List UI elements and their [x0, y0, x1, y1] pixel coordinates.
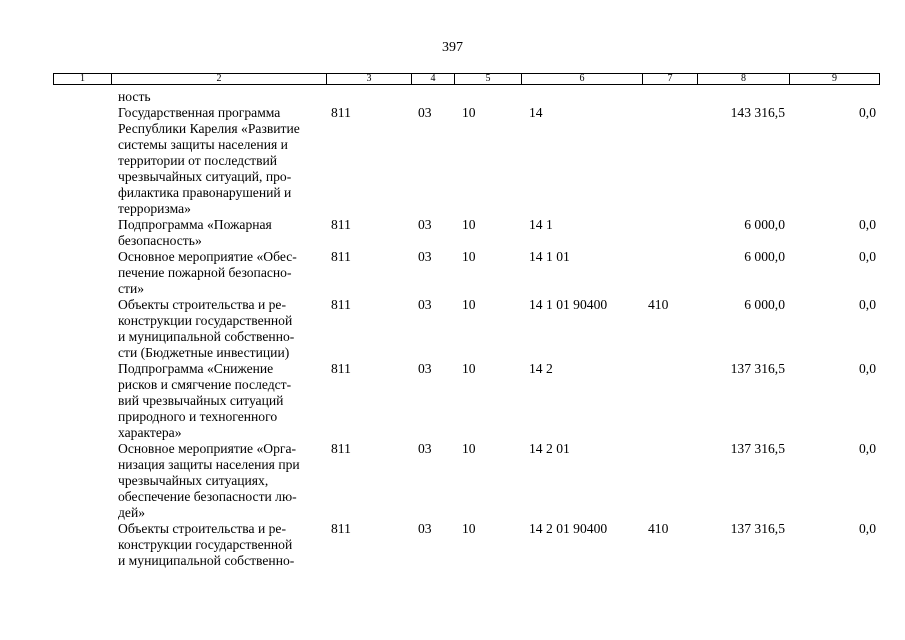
table-row: [0, 105, 905, 217]
row-name-line: Подпрограмма «Снижение: [118, 361, 274, 376]
row-name-line: природного и техногенного: [118, 409, 278, 424]
row-name-line: территории от последствий: [118, 153, 278, 168]
row-name-line: сти»: [118, 281, 145, 296]
table-row: [0, 521, 905, 569]
column-number-6: 6: [522, 74, 643, 85]
row-name-line: печение пожарной безопасно-: [118, 265, 292, 280]
row-name-line: и муниципальной собственно-: [118, 329, 295, 344]
target-article-code: 14: [529, 105, 543, 120]
amount-value-2: 0,0: [859, 521, 876, 536]
header-row: [54, 74, 880, 85]
expense-type-code: 410: [648, 297, 669, 312]
section-code: 03: [418, 105, 432, 120]
target-article-code: 14 2 01: [529, 441, 570, 456]
row-name-line: ность: [118, 89, 151, 104]
table-row: [0, 217, 905, 249]
row-name-line: безопасность»: [118, 233, 202, 248]
row-name-line: Основное мероприятие «Орга-: [118, 441, 297, 456]
row-name-line: чрезвычайных ситуациях,: [118, 473, 269, 488]
admin-code: 811: [331, 361, 351, 376]
row-name-line: обеспечение безопасности лю-: [118, 489, 297, 504]
amount-value-2: 0,0: [859, 105, 876, 120]
row-name: [118, 105, 318, 217]
table-row: [0, 89, 905, 105]
admin-code: 811: [331, 297, 351, 312]
row-name-line: характера»: [118, 425, 182, 440]
target-article-code: 14 1 01: [529, 249, 570, 264]
row-name-line: вий чрезвычайных ситуаций: [118, 393, 284, 408]
amount-value-2: 0,0: [859, 441, 876, 456]
table-row: [0, 361, 905, 441]
column-number-7: 7: [643, 74, 698, 85]
column-number-1: 1: [54, 74, 112, 85]
section-code: 03: [418, 361, 432, 376]
row-name-line: конструкции государственной: [118, 537, 293, 552]
row-name-line: и муниципальной собственно-: [118, 553, 295, 568]
subsection-code: 10: [462, 217, 476, 232]
target-article-code: 14 2: [529, 361, 553, 376]
column-number-5: 5: [455, 74, 522, 85]
subsection-code: 10: [462, 297, 476, 312]
row-name-line: конструкции государственной: [118, 313, 293, 328]
table-row: [0, 249, 905, 297]
subsection-code: 10: [462, 105, 476, 120]
row-name: [118, 361, 318, 441]
admin-code: 811: [331, 249, 351, 264]
row-name-line: филактика правонарушений и: [118, 185, 292, 200]
column-number-8: 8: [698, 74, 790, 85]
column-number-4: 4: [412, 74, 455, 85]
column-header-table: [53, 73, 880, 85]
amount-value: 137 316,5: [730, 361, 785, 376]
row-name: [118, 297, 318, 361]
page-number: 397: [442, 40, 463, 55]
column-number-2: 2: [112, 74, 327, 85]
subsection-code: 10: [462, 361, 476, 376]
row-name-line: Объекты строительства и ре-: [118, 297, 286, 312]
admin-code: 811: [331, 441, 351, 456]
expense-type-code: 410: [648, 521, 669, 536]
admin-code: 811: [331, 105, 351, 120]
section-code: 03: [418, 297, 432, 312]
row-name-line: чрезвычайных ситуаций, про-: [118, 169, 292, 184]
row-name-line: системы защиты населения и: [118, 137, 288, 152]
amount-value-2: 0,0: [859, 249, 876, 264]
row-name-line: Республики Карелия «Развитие: [118, 121, 300, 136]
table-row: [0, 441, 905, 521]
row-name: [118, 441, 318, 521]
target-article-code: 14 2 01 90400: [529, 521, 608, 536]
amount-value: 6 000,0: [744, 249, 785, 264]
subsection-code: 10: [462, 521, 476, 536]
amount-value: 137 316,5: [730, 441, 785, 456]
row-name: [118, 89, 318, 105]
subsection-code: 10: [462, 441, 476, 456]
section-code: 03: [418, 217, 432, 232]
section-code: 03: [418, 441, 432, 456]
budget-table-body: [0, 89, 905, 569]
row-name-line: Объекты строительства и ре-: [118, 521, 286, 536]
target-article-code: 14 1: [529, 217, 553, 232]
row-name-line: рисков и смягчение последст-: [118, 377, 292, 392]
column-number-3: 3: [327, 74, 412, 85]
target-article-code: 14 1 01 90400: [529, 297, 608, 312]
subsection-code: 10: [462, 249, 476, 264]
amount-value-2: 0,0: [859, 361, 876, 376]
row-name-line: Государственная программа: [118, 105, 281, 120]
admin-code: 811: [331, 217, 351, 232]
amount-value: 6 000,0: [744, 217, 785, 232]
row-name: [118, 249, 318, 297]
row-name-line: низация защиты населения при: [118, 457, 300, 472]
row-name-line: Основное мероприятие «Обес-: [118, 249, 297, 264]
row-name: [118, 217, 318, 249]
table-row: [0, 297, 905, 361]
row-name-line: терроризма»: [118, 201, 191, 216]
row-name-line: Подпрограмма «Пожарная: [118, 217, 272, 232]
admin-code: 811: [331, 521, 351, 536]
section-code: 03: [418, 521, 432, 536]
column-number-9: 9: [790, 74, 880, 85]
amount-value: 137 316,5: [730, 521, 785, 536]
row-name-line: дей»: [118, 505, 146, 520]
amount-value: 6 000,0: [744, 297, 785, 312]
amount-value-2: 0,0: [859, 217, 876, 232]
amount-value-2: 0,0: [859, 297, 876, 312]
row-name-line: сти (Бюджетные инвестиции): [118, 345, 290, 360]
row-name: [118, 521, 318, 569]
amount-value: 143 316,5: [730, 105, 785, 120]
section-code: 03: [418, 249, 432, 264]
